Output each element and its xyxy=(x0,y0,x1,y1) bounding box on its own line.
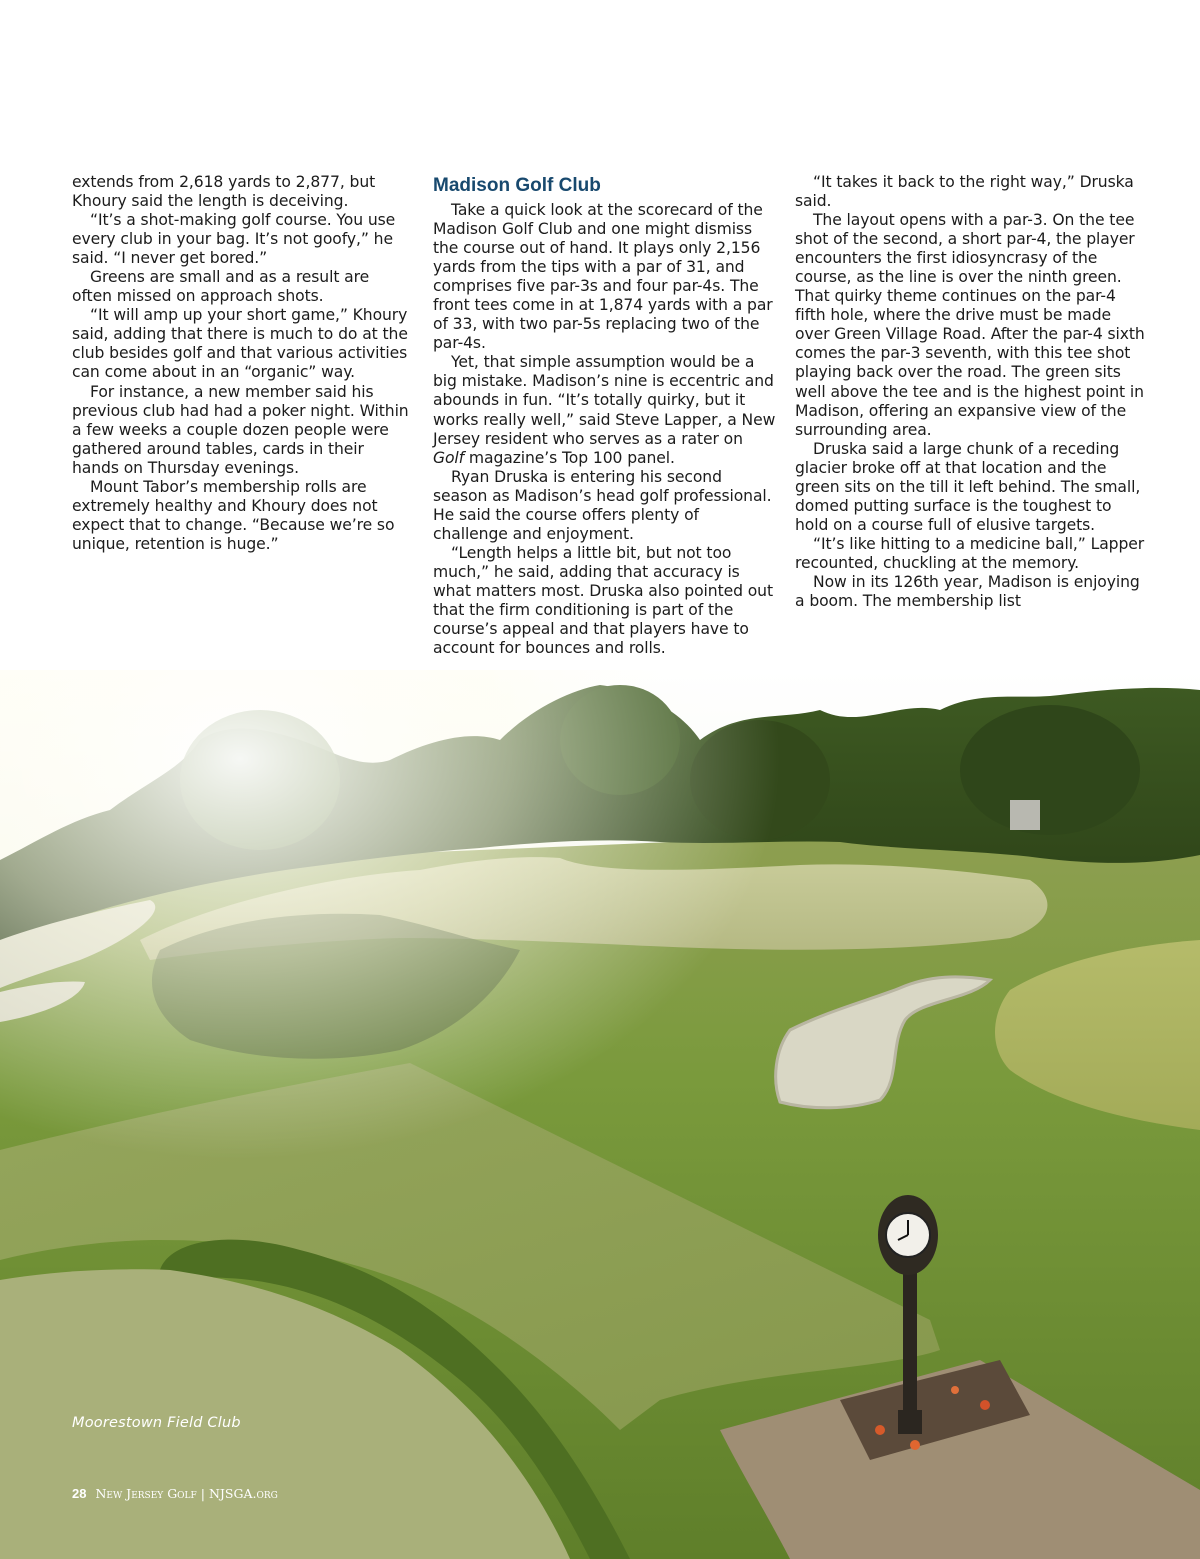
body-paragraph: Ryan Druska is entering his second season as Madison’s head golf professional. He said the course offers plenty of challenge and enjoyment. xyxy=(433,467,772,543)
article-column-3 xyxy=(795,173,1145,611)
publication-name: New Jersey Golf xyxy=(95,1486,197,1501)
body-paragraph: Now in its 126th year, Madison is enjoying a boom. The membership list xyxy=(795,572,1140,611)
website-name: NJSGA xyxy=(208,1486,253,1501)
body-paragraph: For instance, a new member said his previous club had had a poker night. Within a few weeks a couple dozen people were gathered around tables, cards in their hands on Thursday evenings. xyxy=(72,382,409,477)
magazine-title: Golf xyxy=(433,448,465,467)
body-text: Yet, that simple assumption would be a big mistake. Madison’s nine is eccentric and abounds in fun. “It’s totally quirky, but it works really well,” said Steve Lapper, a New Jersey resident who serves as a rater on xyxy=(433,353,776,448)
body-paragraph: The layout opens with a par-3. On the tee shot of the second, a short par-4, the player encounters the first idiosyncrasy of the course, as the line is over the ninth green. That quirky theme continues on the par-4 fifth hole, where the drive must be made over Green Village Road. After the par-4 sixth comes the par-3 seventh, with this tee shot playing back over the road. The green sits well above the tee and is the highest point in Madison, offering an expansive view of the surrounding area. xyxy=(795,211,1145,439)
body-paragraph: “It’s a shot-making golf course. You use every club in your bag. It’s not goofy,” he said. “I never get bored.” xyxy=(72,211,396,268)
section-heading: Madison Golf Club xyxy=(433,175,601,196)
body-paragraph: Druska said a large chunk of a receding glacier broke off at that location and the green sits on the till it left behind. The small, domed putting surface is the toughest to hold on a course full of elusive targets. xyxy=(795,439,1141,534)
body-paragraph: “Length helps a little bit, but not too much,” he said, adding that accuracy is what matters most. Druska also pointed out that the firm conditioning is part of the course’s appeal and that players have to account for bounces and rolls. xyxy=(433,543,773,658)
body-paragraph xyxy=(433,353,778,467)
body-paragraph: “It will amp up your short game,” Khoury said, adding that there is much to do at the club besides golf and that various activities can come about in an “organic” way. xyxy=(72,306,408,382)
body-paragraph: Mount Tabor’s membership rolls are extremely healthy and Khoury does not expect that to change. “Because we’re so unique, retention is huge.” xyxy=(72,477,395,553)
body-paragraph: Greens are small and as a result are often missed on approach shots. xyxy=(72,268,370,306)
website-suffix: .org xyxy=(252,1486,278,1501)
body-paragraph: “It’s like hitting to a medicine ball,” Lapper recounted, chuckling at the memory. xyxy=(795,534,1145,572)
page-number: 28 xyxy=(72,1486,87,1501)
body-text: magazine’s Top 100 panel. xyxy=(464,448,675,467)
article-column-2 xyxy=(433,173,778,658)
body-paragraph: Take a quick look at the scorecard of the Madison Golf Club and one might dismiss the course out of hand. It plays only 2,156 yards from the tips with a par of 31, and comprises five par-3s and four par-4s. The front tees come in at 1,874 yards with a par of 33, with two par-5s replacing two of the par-4s. xyxy=(433,201,773,353)
body-paragraph: “It takes it back to the right way,” Druska said. xyxy=(795,173,1134,211)
body-paragraph: extends from 2,618 yards to 2,877, but Khoury said the length is deceiving. xyxy=(72,173,376,211)
page-footer xyxy=(72,1486,278,1501)
footer-separator: | xyxy=(200,1486,205,1501)
photo-caption: Moorestown Field Club xyxy=(72,1415,241,1431)
article-column-1 xyxy=(72,173,412,554)
